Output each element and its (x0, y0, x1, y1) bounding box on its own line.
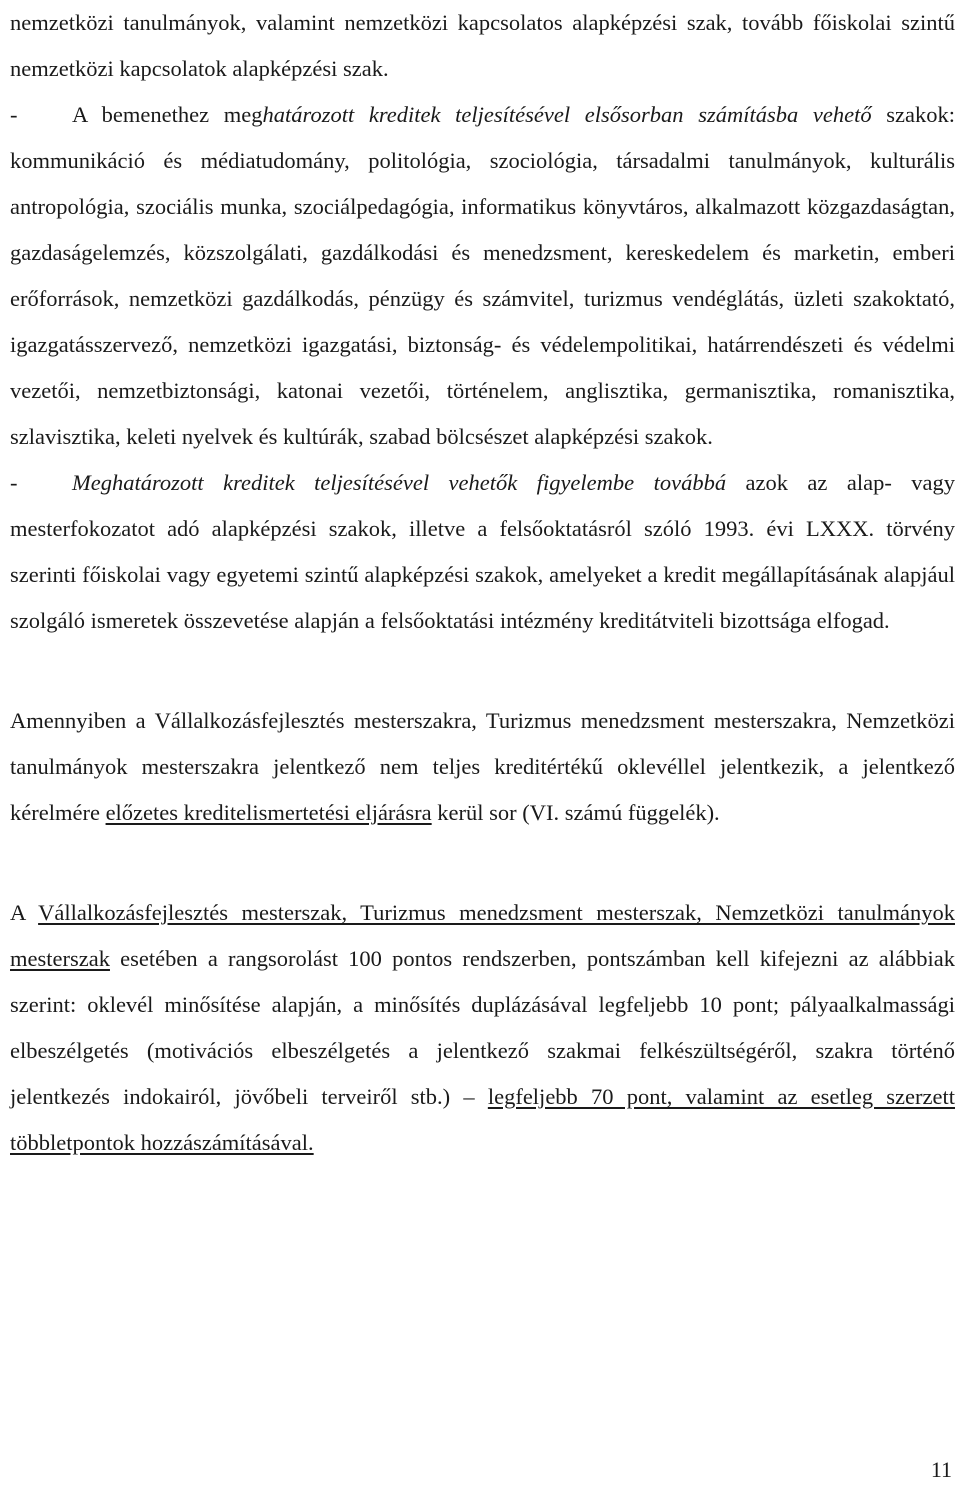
list-item-text-rest: szakok: kommunikáció és médiatudomány, politológia, szociológia, társadalmi tanulmányok, kulturális antropológia, szociális munka, szociálpedagógia, informatikus könyvtáros, alkalmazott közgazdaságtan, gazdaságelemzés, közszolgálati, gazdálkodási és menedzsment, kereskedelem és marketin, emberi erőforrások, nemzetközi gazdálkodás, pénzügy és számvitel, turizmus vendéglátás, üzleti szakoktató, igazgatásszervező, nemzetközi igazgatási, biztonság- és védelempolitikai, határrendészeti és védelmi vezetői, nemzetbiztonsági, katonai vezetői, történelem, anglisztika, germanisztika, romanisztika, szlavisztika, keleti nyelvek és kultúrák, szabad bölcsészet alapképzési szakok. (10, 102, 956, 449)
list-dash: - (10, 102, 18, 127)
paragraph-continuation: nemzetközi tanulmányok, valamint nemzetközi kapcsolatos alapképzési szak, tovább főiskolai szintű nemzetközi kapcsolatok alapképzési szak. (10, 10, 955, 81)
list-item-figyelembe (10, 460, 955, 644)
underlined-phrase: Vállalkozásfejlesztés mesterszak, Turizmus menedzsment mesterszak, Nemzetközi tanulmányok mesterszak (10, 900, 955, 971)
paragraph-amennyiben (10, 698, 955, 836)
document-page (10, 0, 955, 1166)
list-item-text-italic: határozott kreditek teljesítésével elsősorban számításba vehető (262, 102, 872, 127)
list-item-text-plain: A bemenethez meg (72, 102, 263, 127)
paragraph-text: kerül sor (VI. számú függelék). (431, 800, 720, 825)
underlined-phrase: legfeljebb 70 pont, valamint az esetleg szerzett többletpontok hozzászámításával. (10, 1084, 955, 1155)
list-item-bemenet (10, 92, 955, 460)
list-item-text-italic: Meghatározott kreditek teljesítésével vehetők figyelembe továbbá (72, 470, 727, 495)
page-number: 11 (930, 1457, 952, 1482)
underlined-phrase: előzetes kreditelismertetési eljárásra (105, 800, 432, 825)
paragraph-text: Amennyiben a Vállalkozásfejlesztés mesterszakra, Turizmus menedzsment mesterszakra, Nemzetközi tanulmányok mesterszakra jelentkező nem teljes kreditértékű oklevéllel jelentkezik, a jelentkező kérelmére (10, 708, 955, 825)
list-item-text-rest: azok az alap- vagy mesterfokozatot adó alapképzési szakok, illetve a felsőoktatásról szóló 1993. évi LXXX. törvény szerinti főiskolai vagy egyetemi szintű alapképzési szakok, amelyeket a kredit megállapításának alapjául szolgáló ismeretek összevetése alapján a felsőoktatási intézmény kreditátviteli bizottsága elfogad. (10, 470, 955, 633)
list-dash: - (10, 470, 18, 495)
paragraph-rangsorolas (10, 890, 955, 1166)
paragraph-text: esetében a rangsorolást 100 pontos rendszerben, pontszámban kell kifejezni az alábbiak szerint: oklevél minősítése alapján, a minősítés duplázásával legfeljebb 10 pont; pályaalkalmassági elbeszélgetés (motivációs elbeszélgetés a jelentkező szakmai felkészültségéről, szakra történő jelentkezés indokairól, jövőbeli terveiről stb.) – (10, 946, 955, 1109)
paragraph-text: A (10, 900, 39, 925)
